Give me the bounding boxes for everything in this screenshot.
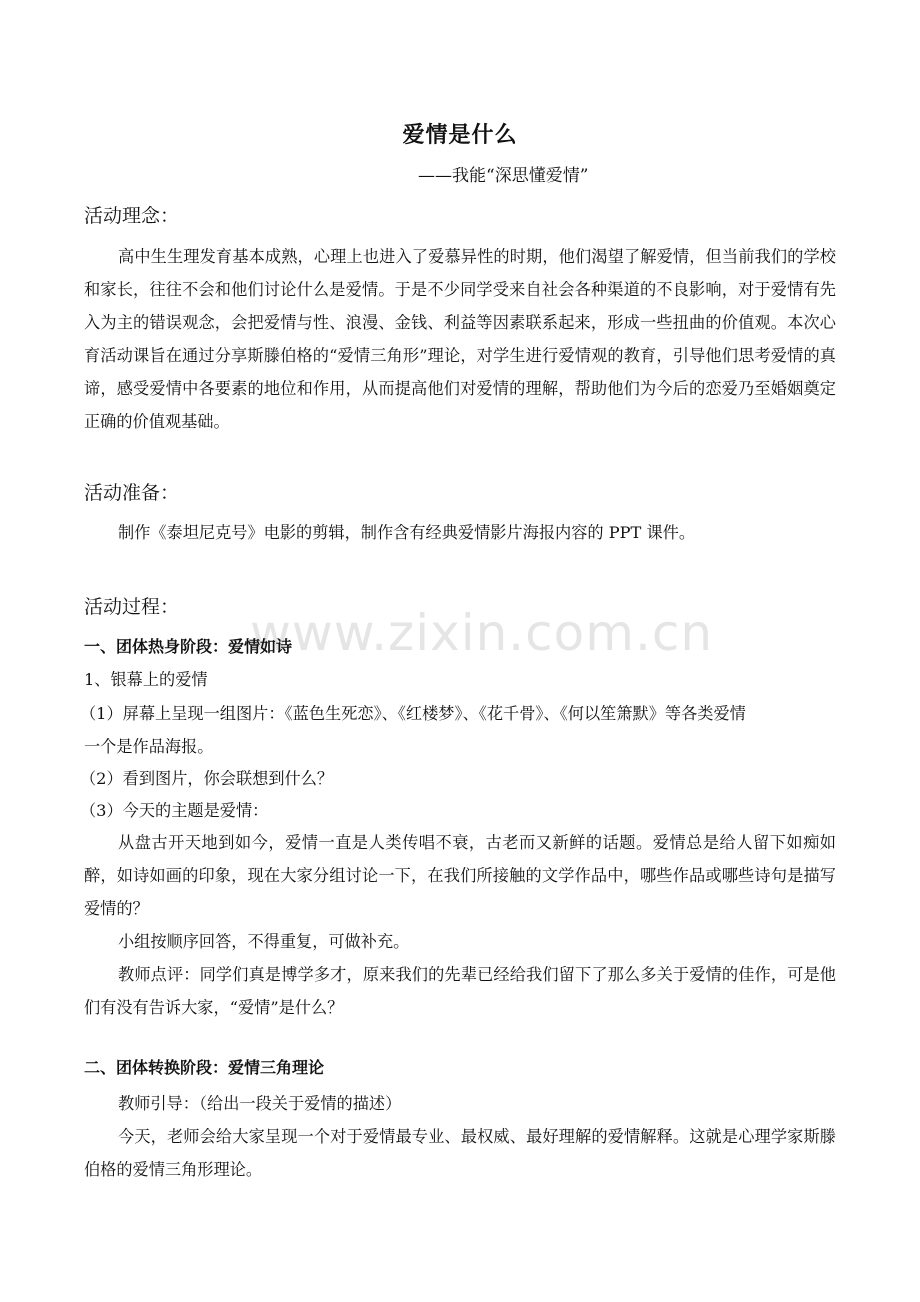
- stage2-guide: 教师引导：（给出一段关于爱情的描述）: [118, 1094, 402, 1113]
- stage1-point1-line2: 一个是作品海报。: [84, 737, 214, 756]
- document-subtitle: ——我能“深思懂爱情”: [418, 166, 589, 186]
- section-heading-process: 活动过程：: [84, 596, 180, 618]
- stage2-body-paragraph: 今天，老师会给大家呈现一个对于爱情最专业、最权威、最好理解的爱情解释。这就是心理学家斯滕伯格的爱情三角形理论。: [84, 1127, 836, 1179]
- section-heading-concept: 活动理念：: [84, 205, 180, 227]
- document-title: 爱情是什么: [402, 123, 518, 148]
- prep-paragraph: 制作《泰坦尼克号》电影的剪辑，制作含有经典爱情影片海报内容的 PPT 课件。: [118, 523, 696, 542]
- stage2-heading: 二、团体转换阶段：爱情三角理论: [84, 1058, 325, 1077]
- stage1-point1-line1: （1）屏幕上呈现一组图片：《蓝色生死恋》、《红楼梦》、《花千骨》、《何以笙箫默》等各类爱情: [80, 704, 746, 723]
- stage1-item1: 1、银幕上的爱情: [84, 670, 208, 689]
- stage1-group-answer: 小组按顺序回答，不得重复，可做补充。: [118, 932, 410, 951]
- stage1-point3: （3）今天的主题是爱情：: [80, 801, 269, 820]
- stage1-point2: （2）看到图片，你会联想到什么？: [80, 769, 334, 788]
- concept-paragraph: 高中生生理发育基本成熟，心理上也进入了爱慕异性的时期，他们渴望了解爱情，但当前我们的学校和家长，往往不会和他们讨论什么是爱情。于是不少同学受来自社会各种渠道的不良影响，对于爱情有先入为主的错误观念，会把爱情与性、浪漫、金钱、利益等因素联系起来，形成一些扭曲的价值观。本次心育活动课旨在通过分享斯滕伯格的“爱情三角形”理论，对学生进行爱情观的教育，引导他们思考爱情的真谛，感受爱情中各要素的地位和作用，从而提高他们对爱情的理解，帮助他们为今后的恋爱乃至婚姻奠定正确的价值观基础。: [84, 247, 836, 431]
- stage1-teacher-comment: 教师点评：同学们真是博学多才，原来我们的先辈已经给我们留下了那么多关于爱情的佳作，可是他们有没有告诉大家，“爱情”是什么？: [84, 965, 836, 1017]
- stage1-heading: 一、团体热身阶段：爱情如诗: [84, 637, 293, 656]
- section-heading-prep: 活动准备：: [84, 482, 180, 504]
- stage1-body-paragraph: 从盘古开天地到如今，爱情一直是人类传唱不衰，古老而又新鲜的话题。爱情总是给人留下如痴如醉，如诗如画的印象，现在大家分组讨论一下，在我们所接触的文学作品中，哪些作品或哪些诗句是描写爱情的？: [84, 833, 836, 918]
- watermark: www.zixin.com.cn: [250, 604, 714, 662]
